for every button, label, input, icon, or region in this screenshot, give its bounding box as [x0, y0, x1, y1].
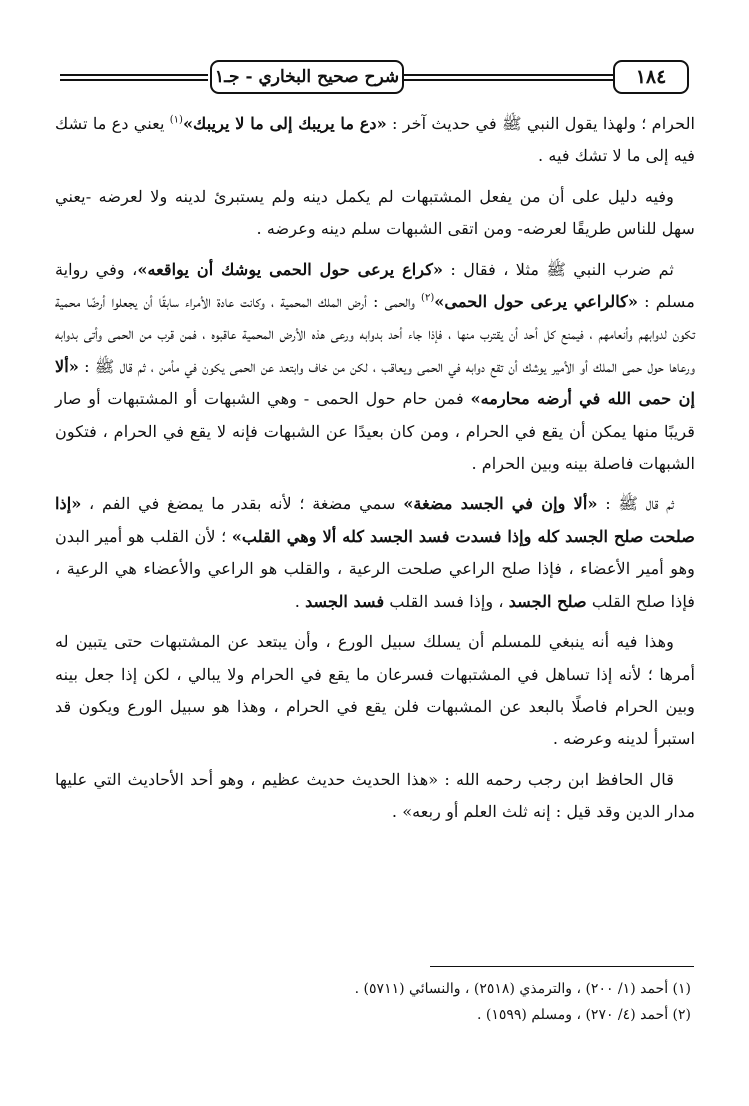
text-run: قال الحافظ ابن رجب رحمه الله : «هذا الحديث حديث عظيم ، وهو أحد الأحاديث التي عليها مدار الدين وقد قيل : إنه ثلث العلم أو ربعه» .	[55, 769, 695, 822]
hadith-quote: «دع ما يريبك إلى ما لا يريبك»	[182, 114, 387, 133]
footnote-separator	[430, 966, 694, 967]
text-run: ، وفي رواية مسلم :	[55, 259, 695, 312]
footnotes	[55, 976, 695, 1028]
text-run: الحرام ؛ ولهذا يقول النبي ﷺ في حديث آخر :	[386, 114, 695, 133]
footnote-marker: (٢)	[421, 292, 435, 304]
hadith-quote: «كالراعي يرعى حول الحمى»	[434, 292, 638, 312]
running-title: شرح صحيح البخاري - جـ١	[210, 60, 404, 94]
paragraph-2	[55, 181, 695, 246]
paragraph-6	[55, 764, 695, 829]
paragraph-5	[55, 626, 695, 756]
header-rule-left-bottom	[60, 79, 208, 81]
header-rule-right-bottom	[402, 79, 615, 81]
footnote-1: (١) أحمد (١/ ٢٠٠) ، والترمذي (٢٥١٨) ، والنسائي (٥٧١١) .	[354, 981, 691, 997]
footnote-2: (٢) أحمد (٤/ ٢٧٠) ، ومسلم (١٥٩٩) .	[476, 1007, 691, 1023]
hadith-quote: «ألا وإن في الجسد مضغة»	[403, 494, 598, 514]
text-run: فمن حام حول الحمى - وهي الشبهات أو المشتبهات أو صار قريبًا منها يمكن أن يقع في الحرام ، ومن كان بعيدًا عن الشبهات فإنه لا يقع في الحرام ، فتكون الشبهات فاصلة بينه وبين الحرام .	[55, 389, 695, 474]
page-number: ١٨٤	[613, 60, 689, 94]
page-header	[60, 54, 689, 100]
main-text	[55, 108, 695, 829]
hadith-quote: «إذا صلحت صلح الجسد كله وإذا فسدت فسد الجسد كله ألا وهي القلب»	[55, 494, 695, 546]
text-run: ؛ لأن القلب هو أمير البدن وهو أمير الأعضاء ، فإذا صلح الراعي صلحت الرعية ، والقلب هو الراعي والأعضاء هي الرعية ، فإذا صلح القلب	[55, 526, 695, 611]
hadith-quote: صلح الجسد	[508, 591, 587, 611]
text-run: ثم قال ﷺ :	[597, 494, 674, 514]
text-run: .	[294, 591, 306, 611]
header-rule-left-top	[60, 74, 208, 76]
text-run: والحمى : أرض الملك المحمية ، وكانت عادة الأمراء سابقًا أن يجعلوا أرضًا محمية تكون لدوابهم وأنعامهم ، فيمنع كل أحد أن يقترب منها ، فإذا جاء أحد بدوابه ورعى هذه الأرض المحمية عاقبوه ، فمن قرب من الحمى وأتى بدوابه ورعاها حول حمى الملك أو الأمير يوشك أن تقع دوابه في الحمى ويعاقب ، لكن من خاف وابتعد عن الحمى يكون في مأمن ، ثم قال ﷺ :	[55, 292, 695, 376]
paragraph-3	[55, 254, 695, 481]
hadith-quote: «ألا إن حمى الله في أرضه محارمه»	[55, 356, 695, 409]
text-run: سمي مضغة ؛ لأنه بقدر ما يمضغ في الفم ،	[81, 494, 404, 514]
text-run: وهذا فيه أنه ينبغي للمسلم أن يسلك سبيل الورع ، وأن يبتعد عن المشتبهات حتى يتبين له أمرها ؛ لأنه إذا تساهل في المشتبهات فسرعان ما يقع في الحرام ولا يبالي ، لكن إذا جعل بينه وبين الحرام فاصلًا بالبعد عن المشبهات فلن يقع في الحرام ، وهذا هو سبيل الورع ويكون قد استبرأ لدينه وعرضه .	[55, 632, 695, 749]
text-run: وفيه دليل على أن من يفعل المشتبهات لم يكمل دينه ولم يستبرئ لدينه ولا لعرضه -يعني سهل للناس طريقًا لعرضه- ومن اتقى الشبهات سلم دينه وعرضه .	[55, 186, 695, 239]
text-run: يعني دع ما تشك فيه إلى ما لا تشك فيه .	[55, 114, 695, 166]
header-rule-right-top	[402, 74, 615, 76]
footnote-marker: (١)	[169, 114, 183, 126]
paragraph-1	[55, 108, 695, 173]
hadith-quote: فسد الجسد	[305, 591, 385, 611]
hadith-quote: «كراع يرعى حول الحمى يوشك أن يواقعه»	[137, 259, 444, 279]
text-run: ، وإذا فسد القلب	[384, 591, 509, 611]
paragraph-4	[55, 488, 695, 618]
text-run: ثم ضرب النبي ﷺ مثلا ، فقال :	[443, 259, 674, 279]
